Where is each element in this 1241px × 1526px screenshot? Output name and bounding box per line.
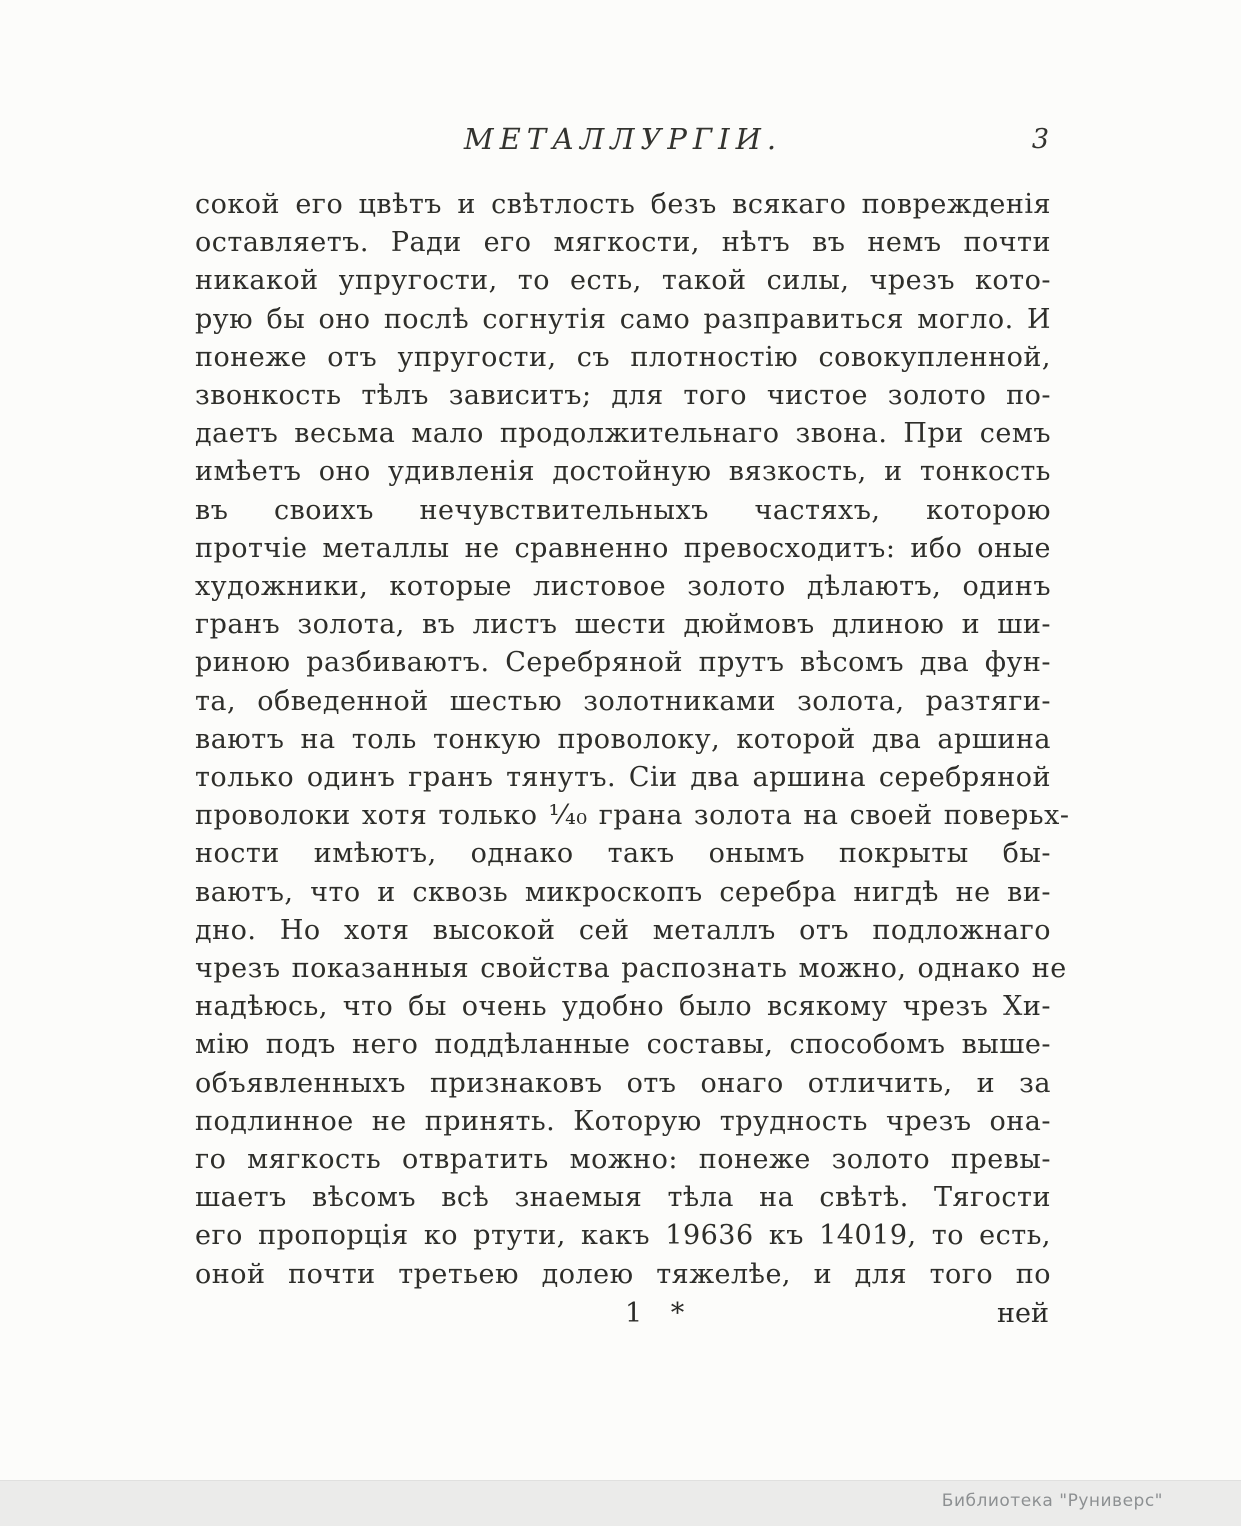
body-text-line: риною разбиваютъ. Серебряной прутъ вѣсомъ два фун- xyxy=(195,647,1051,679)
body-text-line: объявленныхъ признаковъ отъ онаго отличить, и за xyxy=(195,1067,1051,1099)
body-text-line: его пропорція ко ртути, какъ 19636 къ 14019, то есть, xyxy=(195,1220,1051,1252)
library-watermark: Библиотека "Руниверс" xyxy=(941,1491,1163,1511)
body-text xyxy=(195,186,1070,1294)
text-block xyxy=(195,122,1070,1338)
body-text-line: дно. Но хотя высокой сей металлъ отъ подложнаго xyxy=(195,914,1051,946)
page-number: 3 xyxy=(1031,124,1049,155)
page-foot xyxy=(195,1298,1051,1338)
signature-mark: 1 * xyxy=(625,1297,695,1329)
body-text-line: оставляетъ. Ради его мягкости, нѣтъ въ немъ почти xyxy=(195,227,1051,259)
body-text-line: протчіе металлы не сравненно превосходитъ: ибо оные xyxy=(195,532,1051,564)
body-text-line: рую бы оно послѣ согнутія само разправиться могло. И xyxy=(195,303,1051,335)
body-text-line: даетъ весьма мало продолжительнаго звона. При семъ xyxy=(195,418,1051,450)
body-text-line: ваютъ, что и сквозь микроскопъ серебра нигдѣ не ви- xyxy=(195,876,1051,908)
body-text-line: шаетъ вѣсомъ всѣ знаемыя тѣла на свѣтѣ. Тягости xyxy=(195,1182,1051,1214)
body-text-line: гранъ золота, въ листъ шести дюймовъ длиною и ши- xyxy=(195,609,1051,641)
body-text-line: понеже отъ упругости, съ плотностію совокупленной, xyxy=(195,341,1051,373)
body-text-line: подлинное не принять. Которую трудность чрезъ она- xyxy=(195,1105,1051,1137)
body-text-line: художники, которые листовое золото дѣлаютъ, одинъ xyxy=(195,571,1051,603)
body-text-line: проволоки хотя только ¹⁄₄₀ грана золота на своей поверьх- xyxy=(195,800,1070,832)
body-text-line: чрезъ показанныя свойства распознать можно, однако не xyxy=(195,953,1067,985)
body-text-line: сокой его цвѣтъ и свѣтлость безъ всякаго поврежденія xyxy=(195,189,1051,220)
catchword: ней xyxy=(997,1297,1049,1329)
body-text-line: въ своихъ нечувствительныхъ частяхъ, которою xyxy=(195,494,1051,526)
body-text-line: мію подъ него поддѣланные составы, способомъ выше- xyxy=(195,1029,1051,1061)
body-text-line: оной почти третьею долею тяжелѣе, и для того по xyxy=(195,1258,1051,1290)
body-text-line: ваютъ на толь тонкую проволоку, которой два аршина xyxy=(195,723,1051,755)
body-text-line: та, обведенной шестью золотниками золота, разтяги- xyxy=(195,685,1051,717)
body-text-line: только одинъ гранъ тянутъ. Сіи два аршина серебряной xyxy=(195,762,1051,794)
body-text-line: го мягкость отвратить можно: понеже золото превы- xyxy=(195,1144,1051,1176)
page-header-title: МЕТАЛЛУРГІИ. xyxy=(463,122,783,156)
body-text-line: ности имѣютъ, однако такъ онымъ покрыты бы- xyxy=(195,838,1051,870)
running-head xyxy=(195,122,1051,168)
body-text-line: имѣетъ оно удивленія достойную вязкость, и тонкость xyxy=(195,456,1051,488)
body-text-line: звонкость тѣлъ зависитъ; для того чистое золото по- xyxy=(195,380,1051,412)
body-text-line: надѣюсь, что бы очень удобно было всякому чрезъ Хи- xyxy=(195,991,1051,1023)
body-text-line: никакой упругости, то есть, такой силы, чрезъ кото- xyxy=(195,265,1051,297)
watermark-bar xyxy=(0,1480,1241,1526)
